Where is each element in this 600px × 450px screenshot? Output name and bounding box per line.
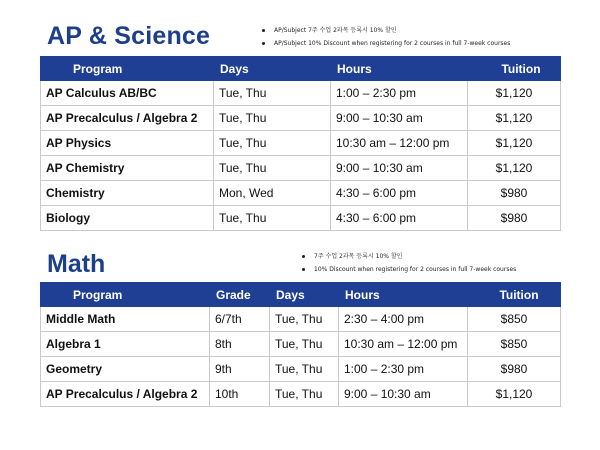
program-cell: AP Precalculus / Algebra 2 — [41, 106, 214, 131]
math-note-english: 10% Discount when registering for 2 courses in full 7-week courses — [302, 263, 516, 276]
hours-cell: 2:30 – 4:00 pm — [339, 307, 468, 332]
program-cell: AP Chemistry — [41, 156, 214, 181]
tuition-cell: $980 — [468, 181, 561, 206]
program-cell: AP Precalculus / Algebra 2 — [41, 382, 210, 407]
column-header-days: Days — [214, 57, 331, 81]
tuition-cell: $1,120 — [468, 156, 561, 181]
tuition-cell: $1,120 — [468, 106, 561, 131]
tuition-cell: $850 — [468, 332, 561, 357]
hours-cell: 4:30 – 6:00 pm — [331, 206, 468, 231]
table-row — [41, 332, 561, 357]
grade-cell: 6/7th — [210, 307, 270, 332]
column-header-program: Program — [41, 283, 210, 307]
program-cell: Geometry — [41, 357, 210, 382]
days-cell: Tue, Thu — [270, 382, 339, 407]
tuition-cell: $1,120 — [468, 382, 561, 407]
table-row — [41, 181, 561, 206]
grade-cell: 9th — [210, 357, 270, 382]
column-header-grade: Grade — [210, 283, 270, 307]
table-row — [41, 106, 561, 131]
hours-cell: 9:00 – 10:30 am — [339, 382, 468, 407]
science-discount-notes — [262, 24, 510, 50]
program-cell: Chemistry — [41, 181, 214, 206]
science-note-korean: AP/Subject 7주 수업 2과목 등록시 10% 할인 — [262, 24, 510, 37]
table-header-row — [41, 283, 561, 307]
math-discount-notes — [302, 250, 516, 276]
program-cell: Middle Math — [41, 307, 210, 332]
days-cell: Tue, Thu — [214, 131, 331, 156]
math-schedule-table — [40, 282, 561, 407]
program-cell: AP Physics — [41, 131, 214, 156]
tuition-cell: $980 — [468, 357, 561, 382]
days-cell: Tue, Thu — [214, 206, 331, 231]
column-header-program: Program — [41, 57, 214, 81]
table-row — [41, 307, 561, 332]
math-note-korean: 7주 수업 2과목 등록시 10% 할인 — [302, 250, 516, 263]
tuition-cell: $1,120 — [468, 131, 561, 156]
science-schedule-table — [40, 56, 561, 231]
hours-cell: 4:30 – 6:00 pm — [331, 181, 468, 206]
table-row — [41, 131, 561, 156]
column-header-days: Days — [270, 283, 339, 307]
program-cell: AP Calculus AB/BC — [41, 81, 214, 106]
table-row — [41, 81, 561, 106]
hours-cell: 1:00 – 2:30 pm — [339, 357, 468, 382]
tuition-cell: $850 — [468, 307, 561, 332]
days-cell: Mon, Wed — [214, 181, 331, 206]
hours-cell: 9:00 – 10:30 am — [331, 156, 468, 181]
table-row — [41, 206, 561, 231]
column-header-hours: Hours — [331, 57, 468, 81]
hours-cell: 10:30 am – 12:00 pm — [331, 131, 468, 156]
science-note-english: AP/Subject 10% Discount when registering for 2 courses in full 7-week courses — [262, 37, 510, 50]
tuition-cell: $1,120 — [468, 81, 561, 106]
table-header-row — [41, 57, 561, 81]
math-section-title: Math — [47, 250, 106, 278]
column-header-hours: Hours — [339, 283, 468, 307]
hours-cell: 10:30 am – 12:00 pm — [339, 332, 468, 357]
days-cell: Tue, Thu — [270, 332, 339, 357]
days-cell: Tue, Thu — [214, 106, 331, 131]
grade-cell: 10th — [210, 382, 270, 407]
hours-cell: 1:00 – 2:30 pm — [331, 81, 468, 106]
science-section-title: AP & Science — [47, 22, 211, 50]
table-row — [41, 382, 561, 407]
tuition-cell: $980 — [468, 206, 561, 231]
column-header-tuition: Tuition — [468, 57, 561, 81]
days-cell: Tue, Thu — [214, 156, 331, 181]
days-cell: Tue, Thu — [270, 357, 339, 382]
program-cell: Algebra 1 — [41, 332, 210, 357]
table-row — [41, 156, 561, 181]
hours-cell: 9:00 – 10:30 am — [331, 106, 468, 131]
program-cell: Biology — [41, 206, 214, 231]
table-row — [41, 357, 561, 382]
grade-cell: 8th — [210, 332, 270, 357]
column-header-tuition: Tuition — [468, 283, 561, 307]
days-cell: Tue, Thu — [214, 81, 331, 106]
days-cell: Tue, Thu — [270, 307, 339, 332]
